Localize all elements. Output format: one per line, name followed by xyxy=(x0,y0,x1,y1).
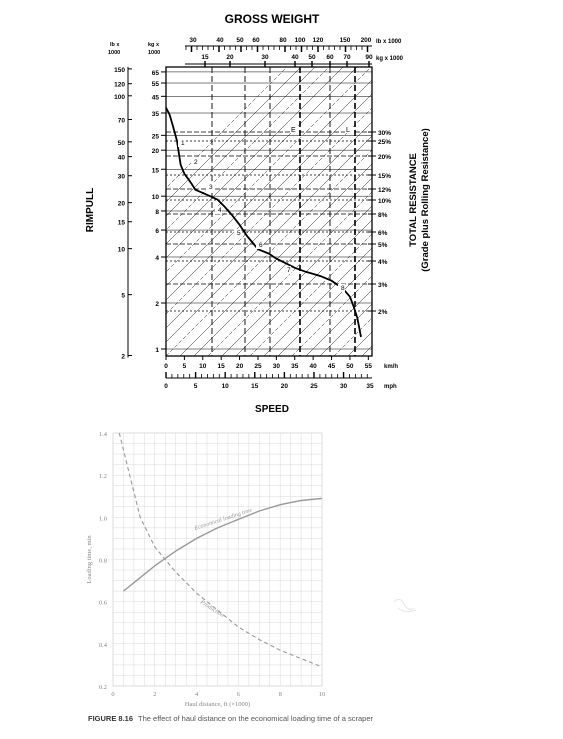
lb-tick-label: 10 xyxy=(117,246,125,254)
kmh-tick-label: 30 xyxy=(272,363,280,370)
resistance-tick-label: 2% xyxy=(378,309,388,316)
kmh-tick-label: 40 xyxy=(309,363,317,370)
mph-tick-label: 25 xyxy=(310,383,318,390)
mph-tick-label: 5 xyxy=(193,383,198,390)
weight-diagonal-line xyxy=(306,56,563,356)
kmh-tick-label: 35 xyxy=(291,363,299,370)
x-axis-label: Haul distance, ft (×1000) xyxy=(184,701,251,708)
top-lb-tick-label: 100 xyxy=(294,37,306,44)
weight-diagonal-line xyxy=(446,56,563,356)
kmh-tick-label: 10 xyxy=(199,363,207,370)
kg-tick-label: 25 xyxy=(151,133,159,141)
gear-label: 2 xyxy=(194,159,198,166)
weight-diagonal-line xyxy=(502,56,563,356)
weight-diagonal-line xyxy=(544,56,563,356)
kg-tick-label: 55 xyxy=(151,81,159,89)
resistance-tick-label: 25% xyxy=(378,139,392,146)
gear-label: 5 xyxy=(237,230,241,237)
kg-axis-unit-1: kg x xyxy=(148,42,160,48)
lb-tick-label: 100 xyxy=(114,93,125,101)
kg-tick-label: 20 xyxy=(151,148,159,156)
resistance-tick-label: 8% xyxy=(378,212,388,219)
mph-tick-label: 15 xyxy=(251,383,259,390)
y-tick-label: 1.4 xyxy=(98,431,107,438)
kmh-tick-label: 20 xyxy=(235,363,244,370)
resistance-tick-label: 15% xyxy=(378,173,392,180)
x-tick-label: 2 xyxy=(153,691,157,698)
gear-label: 8 xyxy=(341,285,345,292)
lb-tick-label: 15 xyxy=(117,219,125,227)
kg-axis-unit-2: 1000 xyxy=(148,50,161,56)
x-tick-label: 8 xyxy=(278,691,282,698)
top-lb-tick-label: 80 xyxy=(279,37,287,44)
top-lb-tick-label: 50 xyxy=(236,37,244,44)
weight-diagonal-line xyxy=(516,56,563,356)
kg-tick-label: 6 xyxy=(155,228,159,236)
gear-label: 7 xyxy=(287,267,291,274)
weight-diagonal-line xyxy=(474,56,563,356)
weight-diagonal-line xyxy=(376,56,563,356)
kmh-tick-label: 25 xyxy=(254,363,262,370)
weight-diagonal-line xyxy=(320,56,563,356)
kg-tick-label: 4 xyxy=(155,254,159,262)
y-tick-label: 0.4 xyxy=(98,641,107,649)
lb-tick-label: 150 xyxy=(114,66,125,74)
plot-area xyxy=(166,67,372,356)
kmh-tick-label: 55 xyxy=(364,363,372,370)
x-tick-label: 0 xyxy=(111,691,115,698)
kmh-tick-label: 45 xyxy=(327,363,336,370)
lb-tick-label: 120 xyxy=(114,81,125,89)
plot-frame xyxy=(166,67,372,356)
mph-tick-label: 30 xyxy=(339,383,348,390)
mph-tick-label: 0 xyxy=(164,383,168,390)
kg-tick-label: 10 xyxy=(151,194,159,202)
lb-axis-unit-2: 1000 xyxy=(108,50,121,56)
top-kg-tick-label: 20 xyxy=(226,54,234,61)
lb-tick-label: 40 xyxy=(117,154,125,162)
resistance-tick-label: 20% xyxy=(378,154,392,161)
y-axis-label: RIMPULL xyxy=(85,187,96,233)
kg-tick-label: 65 xyxy=(151,69,159,77)
lb-tick-label: 30 xyxy=(117,173,125,181)
x-tick-label: 6 xyxy=(236,691,241,698)
mph-tick-label: 20 xyxy=(280,383,288,390)
marker-l: L xyxy=(346,127,350,134)
gear-label: 3 xyxy=(209,184,213,191)
top-kg-tick-label: 70 xyxy=(343,54,351,61)
series-label-production: Production xyxy=(198,599,225,619)
y-tick-label: 1.2 xyxy=(98,473,107,481)
resistance-tick-label: 30% xyxy=(378,130,392,137)
y-axis-label: Loading time, min xyxy=(86,535,93,584)
figure-caption-text: The effect of haul distance on the economical loading time of a scraper xyxy=(138,714,374,723)
top-kg-tick-label: 50 xyxy=(308,54,316,61)
resistance-tick-label: 5% xyxy=(378,242,388,249)
kg-tick-label: 45 xyxy=(151,94,159,102)
top-kg-tick-label: 30 xyxy=(261,54,269,61)
kg-tick-label: 8 xyxy=(155,208,159,216)
mph-axis-unit: mph xyxy=(384,384,397,390)
weight-diagonal-line xyxy=(530,56,563,356)
y-tick-label: 0.8 xyxy=(98,557,107,565)
resistance-tick-label: 6% xyxy=(378,230,388,237)
loading-time-chart xyxy=(0,420,563,710)
top-lb-tick-label: 60 xyxy=(252,37,260,44)
top-kg-tick-label: 60 xyxy=(326,54,334,61)
x-axis-label: SPEED xyxy=(255,404,289,415)
weight-diagonal-line xyxy=(432,56,563,356)
top-lb-tick-label: 30 xyxy=(189,37,197,44)
kmh-tick-label: 50 xyxy=(346,363,354,370)
top-kg-axis-unit: kg x 1000 xyxy=(376,56,404,62)
figure-label: FIGURE 8.16 xyxy=(88,714,134,723)
kmh-axis-unit: km/h xyxy=(384,364,399,370)
lb-axis-unit-1: lb x xyxy=(110,42,120,48)
right-axis-label: TOTAL RESISTANCE xyxy=(408,153,419,247)
y-tick-label: 1.0 xyxy=(98,515,107,523)
series-label-economical: Economical loading time xyxy=(193,507,253,532)
resistance-tick-label: 10% xyxy=(378,198,392,205)
gear-label: 4 xyxy=(218,207,222,214)
resistance-tick-label: 4% xyxy=(378,259,388,266)
weight-diagonal-line xyxy=(460,56,563,356)
right-axis-sublabel: (Grade plus Rolling Resistance) xyxy=(420,128,431,272)
y-tick-label: 0.2 xyxy=(98,684,107,691)
weight-diagonal-line xyxy=(362,56,563,356)
top-lb-tick-label: 150 xyxy=(339,37,351,44)
gear-label: 1 xyxy=(181,140,185,147)
lb-tick-label: 70 xyxy=(117,117,125,125)
top-lb-tick-label: 200 xyxy=(360,37,372,44)
chart-title: GROSS WEIGHT xyxy=(224,12,320,26)
mph-tick-label: 35 xyxy=(366,383,374,390)
top-lb-tick-label: 40 xyxy=(216,37,224,44)
top-lb-tick-label: 120 xyxy=(312,37,324,44)
top-kg-tick-label: 15 xyxy=(201,54,209,61)
top-lb-axis-unit: lb x 1000 xyxy=(376,39,402,45)
mph-tick-label: 10 xyxy=(221,383,229,390)
weight-diagonal-line xyxy=(418,56,563,356)
resistance-tick-label: 12% xyxy=(378,187,392,194)
weight-diagonal-line xyxy=(488,56,563,356)
figure-caption xyxy=(88,714,373,723)
marker-e: E xyxy=(291,127,296,134)
top-kg-tick-label: 90 xyxy=(365,54,373,61)
kg-tick-label: 2 xyxy=(155,300,159,308)
kg-tick-label: 35 xyxy=(151,111,159,119)
lb-tick-label: 5 xyxy=(121,292,125,300)
kg-tick-label: 15 xyxy=(151,167,159,175)
lb-tick-label: 2 xyxy=(121,353,125,361)
kmh-tick-label: 5 xyxy=(182,363,187,370)
kmh-tick-label: 15 xyxy=(217,363,225,370)
kg-tick-label: 1 xyxy=(155,347,159,355)
lb-tick-label: 50 xyxy=(117,139,125,147)
lb-tick-label: 20 xyxy=(117,200,125,208)
kmh-tick-label: 0 xyxy=(164,363,168,370)
faint-scribble xyxy=(392,594,422,618)
y-tick-label: 0.6 xyxy=(98,599,107,607)
resistance-tick-label: 3% xyxy=(378,282,388,289)
x-tick-label: 4 xyxy=(194,691,199,698)
top-kg-tick-label: 40 xyxy=(291,54,299,61)
x-tick-label: 10 xyxy=(318,691,326,698)
gear-label: 6 xyxy=(259,242,263,249)
